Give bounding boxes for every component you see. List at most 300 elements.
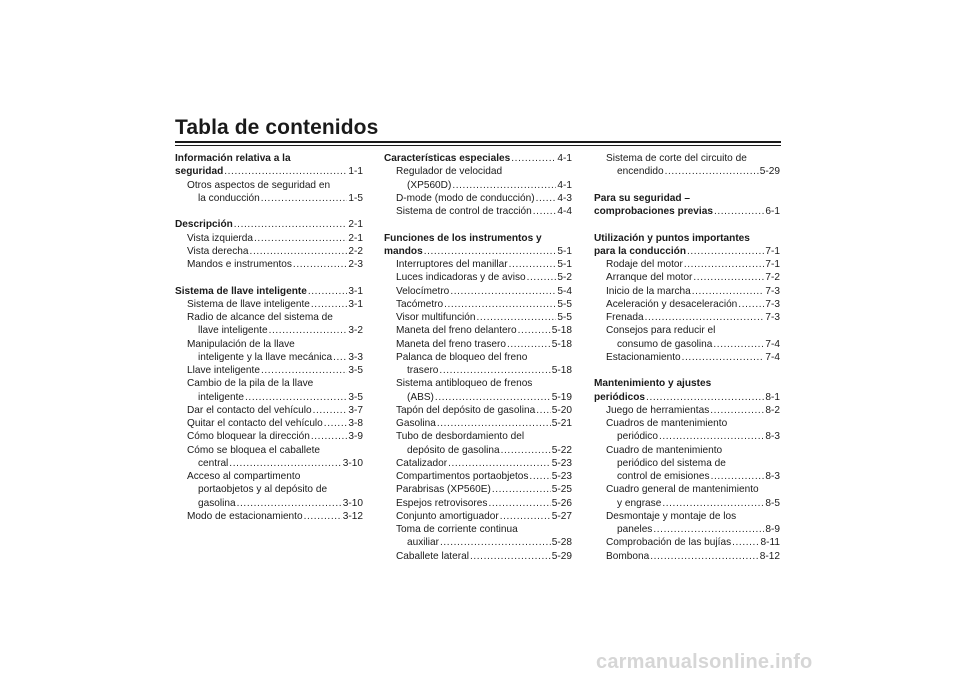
toc-page-number: 4-1: [557, 153, 572, 164]
dot-leader: [313, 404, 348, 417]
toc-entry-text: Sistema antibloqueo de frenos: [396, 378, 533, 390]
dot-leader: [732, 536, 759, 549]
toc-page-number: 3-5: [348, 391, 363, 403]
toc-entry: [175, 258, 363, 271]
toc-entry: [175, 470, 363, 483]
toc-entry-text: Utilización y puntos importantes: [594, 232, 750, 244]
toc-entry: [175, 311, 363, 324]
toc-entry: [175, 510, 363, 523]
dot-leader: [488, 497, 550, 510]
toc-page-number: 8-9: [765, 524, 780, 535]
toc-entry: [384, 192, 572, 205]
toc-entry: [594, 470, 780, 483]
dot-leader: [710, 404, 764, 417]
toc-page-number: 8-1: [765, 391, 780, 403]
toc-entry: [594, 298, 780, 311]
toc-page-number: 3-3: [348, 351, 363, 363]
toc-entry-text: Sistema de control de tracción: [396, 206, 532, 217]
dot-leader: [500, 510, 551, 523]
toc-page-number: 5-29: [551, 550, 572, 562]
dot-leader: [529, 470, 550, 483]
toc-spacer: [384, 218, 572, 231]
toc-page-number: 5-22: [551, 444, 572, 456]
dot-leader: [435, 391, 551, 404]
dot-leader: [439, 364, 550, 377]
toc-entry-text: Mandos e instrumentos: [187, 259, 292, 270]
toc-page-number: 7-4: [765, 351, 780, 363]
toc-entry: [175, 404, 363, 417]
dot-leader: [308, 285, 348, 298]
toc-page-number: 5-20: [551, 404, 572, 416]
dot-leader: [237, 497, 342, 510]
toc-entry-text: inteligente y la llave mecánica: [198, 351, 333, 363]
toc-entry-text: (ABS): [407, 391, 434, 403]
dot-leader: [650, 550, 759, 563]
toc-entry-text: Para su seguridad –: [594, 192, 690, 204]
toc-entry: [594, 417, 780, 430]
toc-spacer: [175, 271, 363, 284]
toc-entry: [175, 430, 363, 443]
toc-entry: [384, 377, 572, 390]
toc-page-number: 5-19: [551, 391, 572, 403]
toc-entry-text: encendido: [617, 166, 664, 178]
dot-leader: [682, 351, 765, 364]
toc-entry-text: Funciones de los instrumentos y: [384, 232, 542, 244]
toc-entry: [594, 536, 780, 549]
toc-page-number: 8-2: [765, 404, 780, 416]
toc-section-heading: [175, 218, 363, 231]
dot-leader: [693, 271, 764, 284]
dot-leader: [269, 324, 348, 337]
dot-leader: [684, 258, 765, 271]
toc-entry: [594, 258, 780, 271]
toc-entry-text: Cuadro de mantenimiento: [606, 444, 723, 456]
toc-page-number: 2-1: [348, 219, 363, 231]
toc-entry-text: (XP560D): [407, 179, 452, 191]
dot-leader: [711, 470, 765, 483]
toc-entry-text: Toma de corriente continua: [396, 524, 518, 535]
toc-entry: [384, 271, 572, 284]
page-title: Tabla de contenidos: [175, 116, 379, 139]
dot-leader: [653, 523, 764, 536]
dot-leader: [659, 430, 764, 443]
toc-entry: [594, 510, 780, 523]
dot-leader: [444, 298, 556, 311]
toc-entry: [384, 470, 572, 483]
toc-page-number: 5-26: [551, 497, 572, 509]
toc-entry: [175, 391, 363, 404]
toc-page-number: 4-3: [557, 192, 572, 204]
toc-entry-text: Cuadro general de mantenimiento: [606, 484, 759, 496]
toc-page-number: 5-29: [759, 166, 780, 178]
toc-entry: [384, 497, 572, 510]
toc-page-number: 3-5: [348, 365, 363, 376]
toc-entry-text: Tapón del depósito de gasolina: [396, 404, 536, 416]
toc-page-number: 3-7: [348, 404, 363, 416]
toc-entry-text: llave inteligente: [198, 325, 268, 337]
toc-section-heading: [175, 152, 363, 165]
toc-page-number: 3-9: [348, 431, 363, 443]
toc-page-number: 1-1: [348, 166, 363, 178]
toc-entry-text: Sistema de llave inteligente: [175, 285, 307, 297]
toc-entry: [384, 523, 572, 536]
toc-entry-text: depósito de gasolina: [407, 444, 500, 456]
toc-page-number: 2-1: [348, 232, 363, 244]
toc-entry: [384, 404, 572, 417]
toc-page-number: 8-11: [760, 537, 780, 549]
dot-leader: [229, 457, 342, 470]
toc-entry-text: Interruptores del manillar: [396, 259, 508, 270]
dot-leader: [452, 179, 556, 192]
toc-entry: [175, 417, 363, 430]
toc-entry-text: Otros aspectos de seguridad en: [187, 179, 331, 191]
toc-entry: [594, 404, 780, 417]
watermark: carmanualsonline.info: [596, 651, 813, 673]
toc-section-heading: [384, 232, 572, 245]
toc-entry: [594, 457, 780, 470]
toc-entry-text: Llave inteligente: [187, 365, 260, 376]
toc-page-number: 2-3: [348, 259, 363, 270]
toc-entry-text: Caballete lateral: [396, 550, 469, 562]
toc-page-number: 5-18: [551, 325, 572, 337]
dot-leader: [527, 271, 557, 284]
toc-entry: [384, 179, 572, 192]
toc-entry-text: paneles: [617, 524, 653, 535]
toc-page-number: 1-5: [348, 192, 363, 204]
dot-leader: [261, 364, 347, 377]
dot-leader: [645, 311, 765, 324]
toc-page-number: 7-3: [765, 312, 780, 323]
toc-page-number: 4-1: [557, 179, 572, 191]
toc-entry: [384, 324, 572, 337]
toc-page-number: 5-1: [557, 245, 572, 257]
toc-entry: [175, 298, 363, 311]
dot-leader: [714, 205, 764, 218]
toc-entry-text: seguridad: [175, 166, 224, 178]
toc-page-number: 5-23: [551, 457, 572, 469]
toc-entry: [594, 444, 780, 457]
toc-column-2: [384, 152, 572, 563]
toc-entry-text: Visor multifunción: [396, 312, 476, 323]
dot-leader: [437, 417, 551, 430]
toc-entry-text: Velocímetro: [396, 285, 450, 297]
toc-entry: [594, 165, 780, 178]
toc-entry-text: Información relativa a la: [175, 153, 291, 164]
toc-entry-text: Características especiales: [384, 153, 511, 164]
dot-leader: [518, 324, 551, 337]
dot-leader: [245, 391, 347, 404]
toc-entry-text: D-mode (modo de conducción): [396, 192, 535, 204]
toc-page-number: 7-4: [765, 338, 780, 350]
toc-section-heading: [594, 391, 780, 404]
toc-entry-text: Cuadros de mantenimiento: [606, 418, 728, 429]
toc-page-number: 7-3: [765, 298, 780, 310]
toc-entry: [175, 338, 363, 351]
toc-entry-text: Catalizador: [396, 457, 448, 469]
toc-entry: [175, 192, 363, 205]
toc-page-number: 2-2: [348, 245, 363, 257]
toc-page-number: 7-2: [765, 272, 780, 284]
toc-section-heading: [175, 285, 363, 298]
toc-entry-text: control de emisiones: [617, 471, 710, 482]
toc-page-number: 3-10: [342, 497, 363, 509]
toc-entry-text: Mantenimiento y ajustes: [594, 378, 712, 390]
toc-entry-text: Palanca de bloqueo del freno: [396, 351, 528, 363]
dot-leader: [665, 165, 759, 178]
toc-page-number: 5-27: [551, 510, 572, 522]
dot-leader: [450, 285, 556, 298]
dot-leader: [713, 338, 764, 351]
toc-entry: [175, 179, 363, 192]
dot-leader: [511, 152, 556, 165]
dot-leader: [254, 232, 347, 245]
toc-entry-text: periódico del sistema de: [617, 457, 726, 469]
toc-entry-text: Aceleración y desaceleración: [606, 298, 738, 310]
dot-leader: [476, 311, 556, 324]
dot-leader: [440, 536, 551, 549]
toc-entry-text: Cambio de la pila de la llave: [187, 378, 314, 390]
toc-entry-text: periódico: [617, 431, 658, 443]
title-rule-thick: [175, 141, 781, 143]
dot-leader: [492, 483, 551, 496]
dot-leader: [261, 192, 348, 205]
toc-section-heading: [594, 192, 780, 205]
toc-entry: [384, 311, 572, 324]
toc-section-heading: [594, 245, 780, 258]
toc-entry-text: auxiliar: [407, 537, 439, 549]
toc-entry-text: Tubo de desbordamiento del: [396, 431, 525, 443]
toc-entry-text: Parabrisas (XP560E): [396, 484, 491, 496]
toc-entry: [384, 351, 572, 364]
toc-entry-text: y engrase: [617, 497, 662, 509]
dot-leader: [533, 205, 557, 218]
toc-entry: [384, 536, 572, 549]
toc-entry: [594, 523, 780, 536]
toc-entry-text: Estacionamiento: [606, 351, 681, 363]
toc-entry-text: trasero: [407, 365, 439, 376]
toc-entry-text: Descripción: [175, 219, 233, 231]
toc-page-number: 5-1: [557, 259, 572, 270]
dot-leader: [304, 510, 342, 523]
toc-entry: [384, 364, 572, 377]
toc-entry: [594, 497, 780, 510]
toc-entry: [384, 417, 572, 430]
toc-entry-text: Manipulación de la llave: [187, 338, 295, 350]
toc-section-heading: [594, 377, 780, 390]
toc-section-heading: [594, 232, 780, 245]
dot-leader: [424, 245, 557, 258]
dot-leader: [293, 258, 347, 271]
dot-leader: [501, 444, 551, 457]
toc-section-heading: [594, 205, 780, 218]
toc-section-heading: [384, 152, 572, 165]
toc-entry: [384, 550, 572, 563]
toc-section-heading: [175, 165, 363, 178]
toc-entry-text: Consejos para reducir el: [606, 325, 716, 337]
toc-entry-text: Desmontaje y montaje de los: [606, 510, 737, 522]
toc-entry-text: Juego de herramientas: [606, 404, 710, 416]
toc-entry-text: Radio de alcance del sistema de: [187, 312, 333, 323]
toc-entry: [594, 351, 780, 364]
toc-entry: [175, 444, 363, 457]
toc-entry-text: central: [198, 457, 229, 469]
toc-entry: [384, 483, 572, 496]
toc-entry: [175, 232, 363, 245]
toc-entry: [175, 497, 363, 510]
toc-entry-text: Espejos retrovisores: [396, 497, 488, 509]
toc-column-3: [594, 152, 780, 563]
dot-leader: [311, 298, 348, 311]
toc-entry-text: Luces indicadoras y de aviso: [396, 272, 526, 284]
dot-leader: [662, 497, 764, 510]
dot-leader: [448, 457, 551, 470]
toc-entry-text: gasolina: [198, 497, 236, 509]
dot-leader: [470, 550, 551, 563]
toc-entry: [594, 483, 780, 496]
toc-page-number: 5-21: [551, 418, 572, 429]
toc-entry-text: Bombona: [606, 550, 650, 562]
toc-entry: [594, 311, 780, 324]
toc-page-number: 7-3: [765, 285, 780, 297]
toc-page-number: 4-4: [557, 206, 572, 217]
toc-entry: [594, 338, 780, 351]
toc-entry-text: Sistema de corte del circuito de: [606, 153, 747, 164]
dot-leader: [692, 285, 765, 298]
dot-leader: [509, 258, 557, 271]
toc-entry: [384, 258, 572, 271]
toc-entry-text: Dar el contacto del vehículo: [187, 404, 312, 416]
toc-entry-text: Rodaje del motor: [606, 259, 683, 270]
toc-entry-text: comprobaciones previas: [594, 206, 713, 217]
toc-page-number: 3-2: [348, 325, 363, 337]
toc-entry: [384, 510, 572, 523]
toc-column-1: [175, 152, 363, 523]
toc-page-number: 3-1: [348, 298, 363, 310]
toc-entry: [175, 245, 363, 258]
toc-entry: [175, 364, 363, 377]
toc-spacer: [594, 364, 780, 377]
title-rule-thin: [175, 145, 781, 146]
toc-page-number: 5-18: [551, 365, 572, 376]
toc-entry-text: la conducción: [198, 192, 260, 204]
dot-leader: [536, 192, 557, 205]
toc-spacer: [594, 179, 780, 192]
dot-leader: [738, 298, 764, 311]
toc-entry-text: para la conducción: [594, 245, 686, 257]
toc-page-number: 3-10: [342, 457, 363, 469]
dot-leader: [646, 391, 764, 404]
toc-entry: [594, 152, 780, 165]
toc-entry: [384, 391, 572, 404]
toc-entry: [384, 444, 572, 457]
toc-entry: [384, 457, 572, 470]
toc-entry-text: Compartimentos portaobjetos: [396, 471, 529, 482]
toc-entry: [175, 324, 363, 337]
toc-entry-text: Frenada: [606, 312, 644, 323]
toc-page-number: 5-18: [551, 338, 572, 350]
toc-entry: [384, 285, 572, 298]
toc-spacer: [594, 218, 780, 231]
toc-entry: [175, 377, 363, 390]
dot-leader: [224, 165, 347, 178]
toc-entry-text: Maneta del freno delantero: [396, 325, 517, 337]
toc-page-number: 3-12: [342, 510, 363, 522]
toc-entry-text: Acceso al compartimento: [187, 471, 301, 482]
toc-section-heading: [384, 245, 572, 258]
toc-entry: [175, 457, 363, 470]
toc-entry: [384, 298, 572, 311]
toc-entry: [594, 285, 780, 298]
toc-entry-text: Arranque del motor: [606, 272, 693, 284]
toc-entry: [175, 351, 363, 364]
dot-leader: [333, 351, 347, 364]
toc-entry-text: Tacómetro: [396, 298, 444, 310]
toc-entry-text: Comprobación de las bujías: [606, 537, 732, 549]
toc-entry-text: Inicio de la marcha: [606, 285, 691, 297]
toc-page-number: 5-5: [557, 312, 572, 323]
toc-page-number: 5-2: [557, 272, 572, 284]
toc-entry: [384, 165, 572, 178]
toc-entry-text: inteligente: [198, 391, 245, 403]
toc-entry: [175, 483, 363, 496]
toc-entry-text: consumo de gasolina: [617, 338, 713, 350]
toc-page-number: 5-23: [551, 471, 572, 482]
toc-page-number: 5-5: [557, 298, 572, 310]
toc-entry: [594, 430, 780, 443]
toc-entry-text: mandos: [384, 245, 423, 257]
toc-entry: [384, 338, 572, 351]
toc-page-number: 3-8: [348, 418, 363, 429]
toc-entry: [594, 271, 780, 284]
toc-entry-text: Cómo bloquear la dirección: [187, 431, 310, 443]
toc-page-number: 7-1: [765, 259, 780, 270]
toc-page-number: 7-1: [765, 245, 780, 257]
toc-entry-text: Cómo se bloquea el caballete: [187, 444, 320, 456]
toc-page-number: 8-3: [765, 431, 780, 443]
dot-leader: [687, 245, 764, 258]
toc-entry-text: Vista izquierda: [187, 232, 254, 244]
toc-entry: [594, 550, 780, 563]
toc-entry-text: Quitar el contacto del vehículo: [187, 418, 323, 429]
toc-entry: [384, 430, 572, 443]
toc-entry-text: Sistema de llave inteligente: [187, 298, 310, 310]
toc-page-number: 5-28: [551, 537, 572, 549]
toc-page-number: 6-1: [765, 206, 780, 217]
toc-page-number: 8-5: [765, 497, 780, 509]
toc-page-number: 3-1: [348, 285, 363, 297]
dot-leader: [234, 218, 348, 231]
toc-entry-text: Modo de estacionamiento: [187, 510, 303, 522]
toc-entry-text: Gasolina: [396, 418, 436, 429]
toc-spacer: [175, 205, 363, 218]
toc-entry: [384, 205, 572, 218]
dot-leader: [250, 245, 348, 258]
dot-leader: [536, 404, 551, 417]
dot-leader: [324, 417, 348, 430]
toc-entry-text: portaobjetos y al depósito de: [198, 484, 328, 496]
dot-leader: [311, 430, 348, 443]
toc-entry-text: Vista derecha: [187, 245, 249, 257]
toc-entry-text: Regulador de velocidad: [396, 166, 503, 178]
toc-page-number: 5-4: [557, 285, 572, 297]
toc-entry-text: periódicos: [594, 391, 646, 403]
toc-entry-text: Maneta del freno trasero: [396, 338, 506, 350]
toc-entry-text: Conjunto amortiguador: [396, 510, 499, 522]
dot-leader: [507, 338, 551, 351]
toc-page-number: 8-3: [765, 471, 780, 482]
toc-entry: [594, 324, 780, 337]
toc-page-number: 8-12: [759, 550, 780, 562]
